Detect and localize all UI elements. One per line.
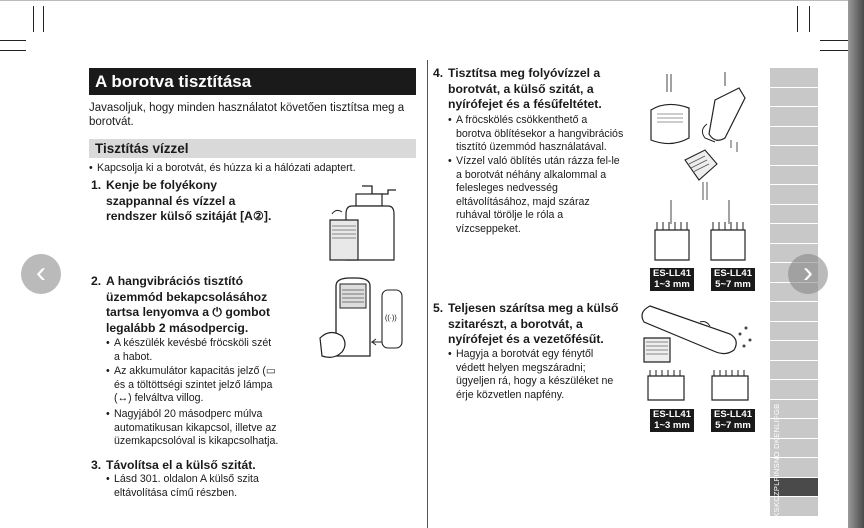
size-label: ES-LL41 5~7 mm — [711, 409, 755, 432]
prep-bullet: • Kapcsolja ki a borotvát, és húzza ki a hálózati adaptert. — [89, 162, 356, 174]
column-divider — [427, 60, 428, 528]
step-3-bullet-1: • Lásd 301. oldalon A külső szita eltávolítása című részben. — [106, 473, 259, 499]
svg-text:((·)): ((·)) — [385, 315, 397, 322]
page-title: A borotva tisztítása — [89, 68, 416, 95]
size-label: ES-LL41 1~3 mm — [650, 409, 694, 432]
previous-page-button[interactable]: ‹ — [21, 254, 61, 294]
crop-mark — [820, 40, 848, 41]
intro-text: Javasoljuk, hogy minden használatot követően tisztítsa meg a borotvát. — [89, 102, 405, 128]
step-1: 1. Kenje be folyékony szappannal és vízzel a rendszer külső szitáját [A②]. — [91, 178, 272, 223]
step-2-bullet-1: • A készülék kevésbé fröcsköli szét a habot. — [106, 337, 272, 363]
step-4-bullet-2: • Vízzel való öblítés után rázza fel-le a borotvát néhány alkalommal a felesleges nedvesség eltávolításához, majd száraz ruhával törölje le róla a vízcseppeket. — [448, 155, 620, 235]
step-5: 5. Teljesen szárítsa meg a külső szitarészt, a borotvát, a nyírófejet és a vezetőfésűt. — [433, 301, 619, 346]
next-page-button[interactable]: › — [788, 254, 828, 294]
rinse-illustration — [645, 70, 765, 270]
step-2-bullet-3: • Nagyjából 20 másodperc múlva automatikusan kikapcsol, illetve az üzemkapcsolóval is kikapcsolhatja. — [106, 408, 279, 448]
crop-mark — [0, 50, 26, 51]
size-label: ES-LL41 5~7 mm — [711, 268, 755, 291]
language-codes: IKSKCZPLFINSNO DKENLIFGB — [772, 403, 781, 520]
drying-illustration — [640, 300, 765, 412]
step-5-bullet-1: • Hagyja a borotvát egy fénytől védett helyen megszáradni; ügyeljen rá, hogy a készüléket ne érje közvetlen napfény. — [448, 348, 614, 401]
step-4-bullet-1: • A fröcskölés csökkenthető a borotva öblítésekor a hangvibrációs tisztító üzemmód használatával. — [448, 114, 624, 154]
soap-bottle-illustration — [322, 178, 402, 262]
crop-mark — [797, 6, 798, 32]
page-edge — [0, 0, 848, 1]
step-3: 3. Távolítsa el a külső szitát. — [91, 458, 256, 472]
crop-mark — [43, 6, 44, 32]
crop-mark — [820, 50, 848, 51]
crop-mark — [33, 6, 34, 32]
shaver-button-illustration — [316, 276, 416, 364]
viewer-scroll-edge — [848, 0, 864, 528]
section-title: Tisztítás vízzel — [89, 139, 416, 158]
crop-mark — [809, 6, 810, 32]
crop-mark — [0, 40, 26, 41]
step-4: 4. Tisztítsa meg folyóvízzel a borotvát, a külső szitát, a nyírófejet és a fésűfeltétet. — [433, 66, 602, 111]
step-2-bullet-2: • Az akkumulátor kapacitás jelző (▭ és a töltöttségi szintet jelző lámpa (↔) felváltva villog. — [106, 365, 276, 405]
size-label: ES-LL41 1~3 mm — [650, 268, 694, 291]
step-2: 2. A hangvibrációs tisztító üzemmód bekapcsolásához tartsa lenyomva a ⏻ gombot legalább 2 másodpercig. — [91, 274, 271, 335]
